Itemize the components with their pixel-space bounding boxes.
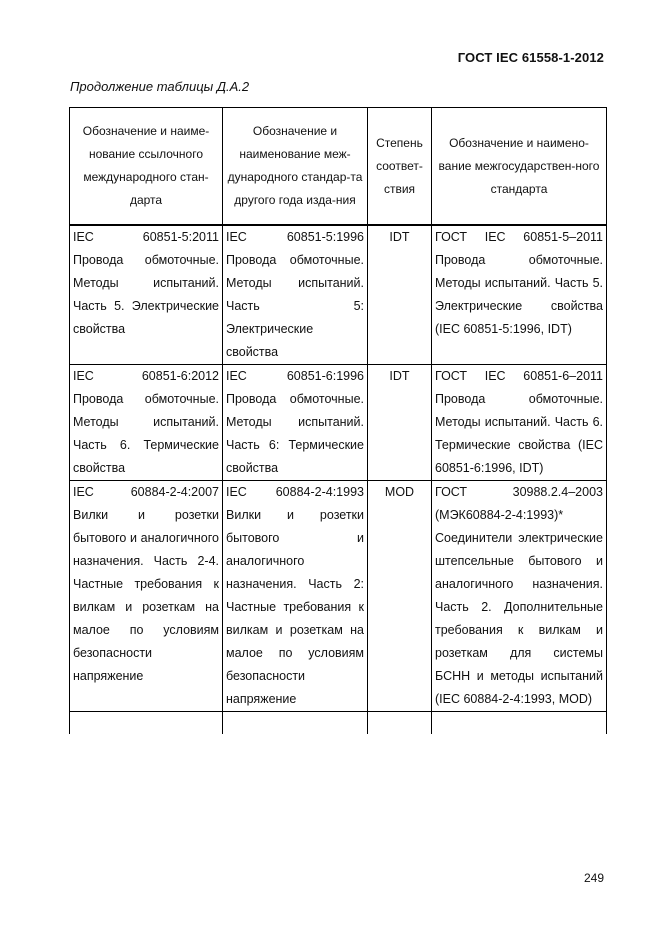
empty-cell — [70, 712, 223, 735]
table-row — [70, 481, 607, 712]
empty-cell — [432, 712, 607, 735]
table-row — [70, 365, 607, 481]
empty-cell — [368, 712, 432, 735]
table-caption: Продолжение таблицы Д.А.2 — [70, 79, 250, 94]
header-interstate-standard: Обозначение и наимено-вание межгосударствен-ного стандарта — [432, 108, 607, 226]
cell-interstate: ГОСТ 30988.2.4–2003 (МЭК60884-2-4:1993)* Соединители электрические штепсельные бытового и аналогичного назначения. Часть 2. Дополнительные требования к вилкам и розеткам для системы БСНН и методы испытаний (IEC 60884-2-4:1993, MOD) — [432, 481, 607, 712]
cell-other-year: IEC 60851-6:1996 Провода обмоточные. Методы испытаний. Часть 6: Термические свойства — [223, 365, 368, 481]
table-row — [70, 225, 607, 365]
table-header-row — [70, 108, 607, 226]
document-code: ГОСТ IEC 61558-1-2012 — [457, 50, 604, 65]
empty-cell — [223, 712, 368, 735]
cell-interstate: ГОСТ IEC 60851-5–2011 Провода обмоточные. Методы испытаний. Часть 5. Электрические свойства (IEC 60851-5:1996, IDT) — [432, 225, 607, 365]
header-other-year-standard: Обозначение и наименование меж-дународного стандар-та другого года изда-ния — [223, 108, 368, 226]
cell-degree: IDT — [368, 365, 432, 481]
cell-intl: IEC 60851-5:2011 Провода обмоточные. Методы испытаний. Часть 5. Электрические свойства — [70, 225, 223, 365]
header-intl-standard: Обозначение и наиме-нование ссылочного международного стан-дарта — [70, 108, 223, 226]
cell-degree: IDT — [368, 225, 432, 365]
page-number: 249 — [583, 871, 604, 885]
header-degree: Степень соответ-ствия — [368, 108, 432, 226]
cell-other-year: IEC 60884-2-4:1993 Вилки и розетки бытового и аналогичного назначения. Часть 2: Частные требования к вилкам и розеткам на малое по условиям безопасности напряжение — [223, 481, 368, 712]
cell-intl: IEC 60851-6:2012 Провода обмоточные. Методы испытаний. Часть 6. Термические свойства — [70, 365, 223, 481]
standards-table — [69, 107, 607, 734]
cell-interstate: ГОСТ IEC 60851-6–2011 Провода обмоточные. Методы испытаний. Часть 6. Термические свойства (IEC 60851-6:1996, IDT) — [432, 365, 607, 481]
table-row-empty — [70, 712, 607, 735]
cell-other-year: IEC 60851-5:1996 Провода обмоточные. Методы испытаний. Часть 5: Электрические свойства — [223, 225, 368, 365]
cell-degree: MOD — [368, 481, 432, 712]
cell-intl: IEC 60884-2-4:2007 Вилки и розетки бытового и аналогичного назначения. Часть 2-4. Частные требования к вилкам и розеткам на малое по условиям безопасности напряжение — [70, 481, 223, 712]
